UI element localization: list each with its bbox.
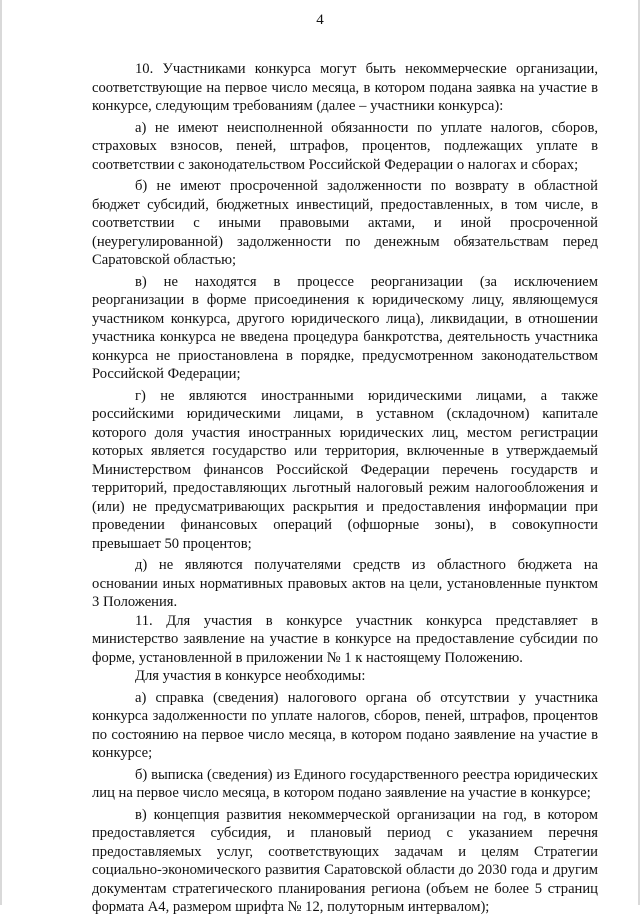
paragraph-10d: д) не являются получателями средств из областного бюджета на основании иных нормативных правовых актов на цели, установленные пунктом 3 Положения.: [92, 557, 598, 610]
scan-edge-left: [0, 0, 2, 905]
paragraph-10g: г) не являются иностранными юридическими лицами, а также российскими юридическими лицами, в уставном (складочном) капитале которого доля участия иностранных юридических лиц, местом регистрации которых является государство или территория, включенные в утверждаемый Министерством финансов Российской Федерации перечень государств и территорий, предоставляющих льготный налоговый режим налогообложения и (или) не предусматривающих раскрытия и предоставления информации при проведении финансовых операций (офшорные зоны), в совокупности превышает 50 процентов;: [92, 387, 598, 552]
paragraph-10: 10. Участниками конкурса могут быть некоммерческие организации, соответствующие на первое число месяца, в котором подана заявка на участие в конкурсе, следующим требованиям (далее – участники конкурса):: [92, 61, 598, 114]
document-body: [92, 60, 598, 917]
paragraph-10a: а) не имеют неисполненной обязанности по уплате налогов, сборов, страховых взносов, пеней, штрафов, процентов, подлежащих уплате в соответствии с законодательством Российской Федерации о налогах и сборах;: [92, 119, 598, 173]
paragraph-11b: б) выписка (сведения) из Единого государственного реестра юридических лиц на первое число месяца, в котором подано заявление на участие в конкурсе;: [92, 766, 598, 801]
page-number: 4: [316, 12, 324, 28]
paragraph-10b: б) не имеют просроченной задолженности по возврату в областной бюджет субсидий, бюджетных инвестиций, предоставленных, в том числе, в соответствии с иными правовыми актами, и иной просроченной (неурегулированной) задолженности по денежным обязательствам перед Саратовской областью;: [92, 178, 598, 268]
paragraph-requirements-intro: Для участия в конкурсе необходимы:: [135, 668, 366, 684]
paragraph-10v: в) не находятся в процессе реорганизации (за исключением реорганизации в форме присоединения к юридическому лицу, являющемуся участником конкурса, другого юридического лица), ликвидации, в отношении участника конкурса не введена процедура банкротства, деятельность участника конкурса не приостановлена в порядке, предусмотренном законодательством Российской Федерации;: [92, 273, 598, 382]
paragraph-11: 11. Для участия в конкурсе участник конкурса представляет в министерство заявление на участие в конкурсе на предоставление субсидии по форме, установленной в приложении № 1 к настоящему Положению.: [92, 612, 598, 666]
paragraph-11v: в) концепция развития некоммерческой организации на год, в котором предоставляется субсидия, и плановый период с указанием перечня предоставляемых услуг, соответствующих задачам и целям Стратегии социально-экономического развития Саратовской области до 2030 года и другим документам стратегического планирования региона (объем не более 5 страниц формата А4, размером шрифта № 12, полуторным интервалом);: [92, 806, 598, 915]
paragraph-11a: а) справка (сведения) налогового органа об отсутствии у участника конкурса задолженности по уплате налогов, сборов, пеней, штрафов, процентов по состоянию на первое число месяца, в котором подано заявление на участие в конкурсе;: [92, 689, 598, 761]
